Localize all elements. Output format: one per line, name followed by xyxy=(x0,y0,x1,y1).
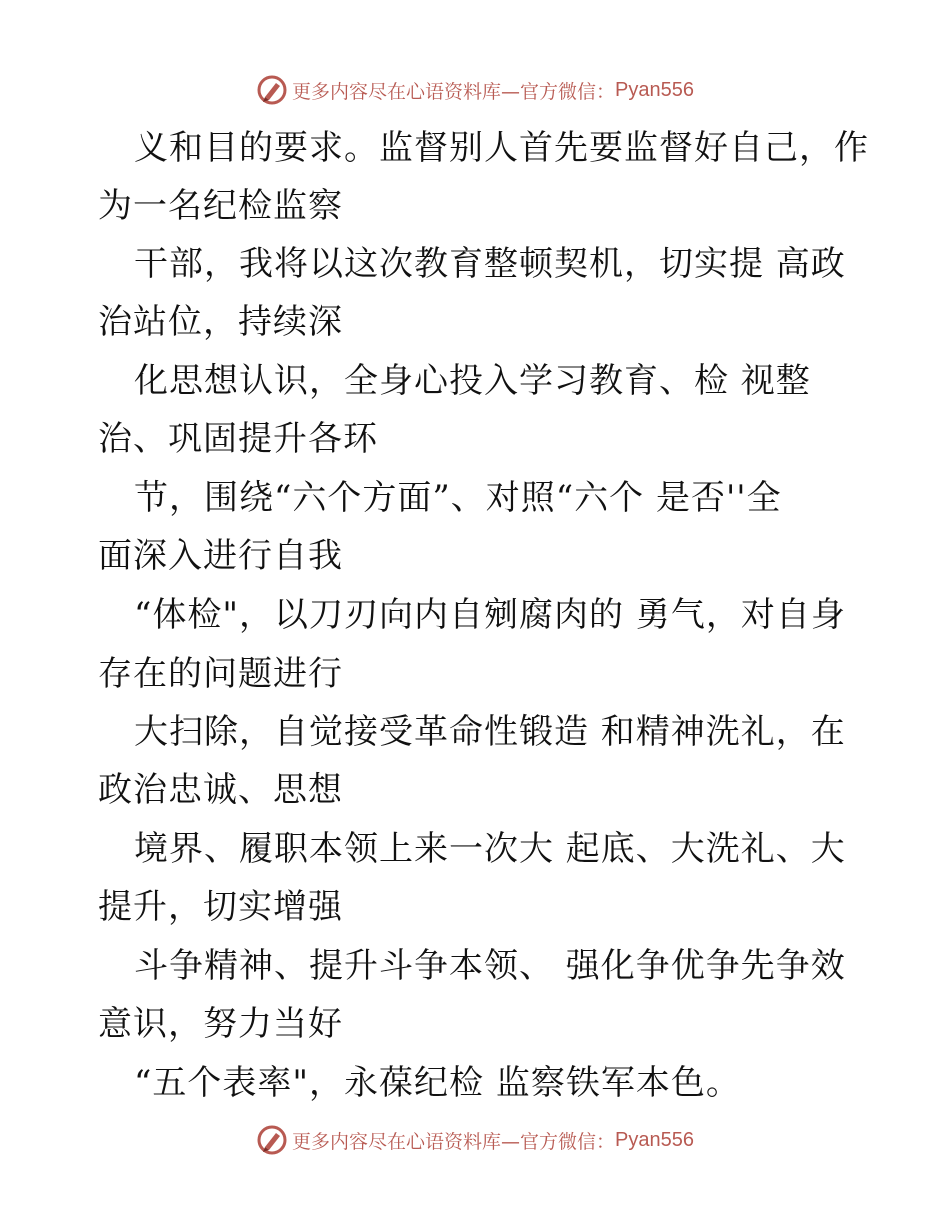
text-line: 治站位，持续深 xyxy=(98,302,343,342)
text-line: 意识，努力当好 xyxy=(98,1004,343,1044)
text-line: 境界、履职本领上来一次大 起底、大洗礼、大 xyxy=(134,829,846,869)
text-line: 存在的问题进行 xyxy=(98,654,343,694)
text-line: 治、巩固提升各环 xyxy=(98,419,378,459)
text-line: 化思想认识，全身心投入学习教育、检 视整 xyxy=(134,361,811,401)
text-line: 义和目的要求。监督别人首先要监督好自己，作 xyxy=(134,128,869,168)
text-line: “五个表率"，永葆纪检 监察铁军本色。 xyxy=(134,1063,741,1103)
banner-text: 更多内容尽在心语资料库—官方微信： xyxy=(292,1130,616,1153)
text-line: 面深入进行自我 xyxy=(98,536,343,576)
text-line: 干部，我将以这次教育整顿契机，切实提 高政 xyxy=(134,244,846,284)
text-line: 大扫除，自觉接受革命性锻造 和精神洗礼，在 xyxy=(134,712,846,752)
banner-wechat-id: Pyan556 xyxy=(615,78,694,101)
pen-logo-icon xyxy=(256,74,288,106)
text-line: 斗争精神、提升斗争本领、 强化争优争先争效 xyxy=(134,946,846,986)
banner-wechat-id: Pyan556 xyxy=(615,1128,694,1151)
text-line: “体检"，以刀刃向内自剜腐肉的 勇气，对自身 xyxy=(134,595,846,635)
text-line: 节，围绕“六个方面”、对照“六个 是否''全 xyxy=(134,478,782,518)
text-line: 为一名纪检监察 xyxy=(98,186,343,226)
pen-logo-icon xyxy=(256,1124,288,1156)
banner-text: 更多内容尽在心语资料库—官方微信： xyxy=(292,80,616,103)
text-line: 政治忠诚、思想 xyxy=(98,770,343,810)
text-line: 提升，切实增强 xyxy=(98,887,343,927)
footer-banner xyxy=(0,1122,950,1158)
header-banner xyxy=(0,72,950,108)
